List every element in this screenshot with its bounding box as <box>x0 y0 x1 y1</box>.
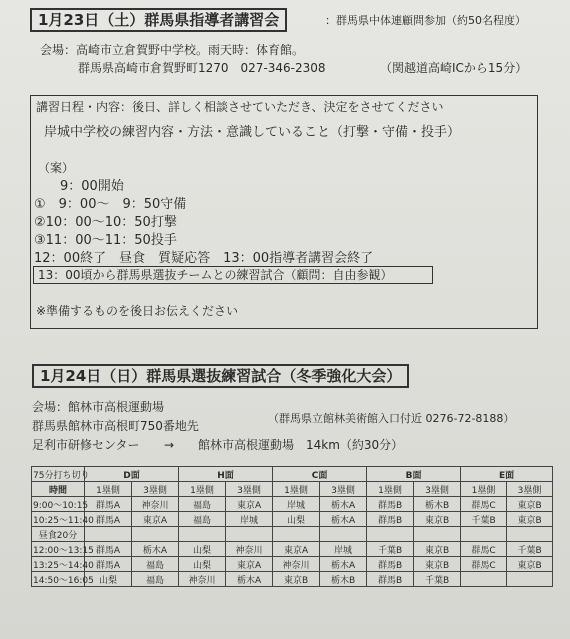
team-cell <box>132 527 179 542</box>
team-cell <box>461 527 507 542</box>
field-header: H面 <box>179 467 273 482</box>
team-cell: 群馬B <box>367 557 414 572</box>
side-header: 3塁側 <box>320 482 367 497</box>
side-header: 1塁側 <box>85 482 132 497</box>
team-cell: 群馬A <box>85 557 132 572</box>
team-cell <box>85 527 132 542</box>
team-cell <box>507 572 553 587</box>
team-cell: 神奈川 <box>132 497 179 512</box>
team-cell: 山梨 <box>85 572 132 587</box>
time-cell: 10:25～11:40 <box>32 512 85 527</box>
section1-venue: 会場：高崎市立倉賀野中学校。雨天時：体育館。 <box>40 43 305 57</box>
schedule-item: 9：00開始 <box>60 179 124 194</box>
team-cell: 東京B <box>414 512 461 527</box>
team-cell <box>414 527 461 542</box>
team-cell: 東京A <box>132 512 179 527</box>
team-cell <box>461 572 507 587</box>
schedule-item: 12：00終了 昼食 質疑応答 13：00指導者講習会終了 <box>34 251 374 266</box>
team-cell: 福島 <box>132 557 179 572</box>
side-header: 3塁側 <box>507 482 553 497</box>
table-header-row <box>32 467 553 482</box>
time-header: 時間 <box>32 482 85 497</box>
team-cell: 栃木A <box>132 542 179 557</box>
table-subheader-row <box>32 482 553 497</box>
section1-title-note: ：群馬県中体連顧問参加（約50名程度） <box>325 14 526 27</box>
team-cell: 山梨 <box>179 557 226 572</box>
match-schedule-table <box>31 466 553 587</box>
field-header: E面 <box>461 467 553 482</box>
team-cell: 千葉B <box>367 542 414 557</box>
team-cell: 東京A <box>273 542 320 557</box>
section1-title: 1月23日（土）群馬県指導者講習会 <box>30 8 287 32</box>
route-arrow: → <box>164 438 175 452</box>
team-cell: 栃木A <box>226 572 273 587</box>
section2-venue-ref: （群馬県立館林美術館入口付近 0276-72-8188） <box>268 412 515 425</box>
team-cell: 福島 <box>132 572 179 587</box>
side-header: 1塁側 <box>367 482 414 497</box>
team-cell: 千葉B <box>507 542 553 557</box>
time-cell: 12:00～13:15 <box>32 542 85 557</box>
team-cell: 岸城 <box>226 512 273 527</box>
route-to: 館林市高根運動場 14km（約30分） <box>198 438 404 452</box>
team-cell: 神奈川 <box>179 572 226 587</box>
team-cell: 福島 <box>179 497 226 512</box>
team-cell: 東京B <box>507 557 553 572</box>
team-cell: 群馬B <box>367 572 414 587</box>
section1-access: （関越道高崎ICから15分） <box>380 61 528 75</box>
table-row <box>32 572 553 587</box>
team-cell: 東京B <box>507 497 553 512</box>
time-cell: 9:00～10:15 <box>32 497 85 512</box>
time-cell: 昼食20分 <box>32 527 85 542</box>
table-row <box>32 542 553 557</box>
team-cell: 群馬C <box>461 542 507 557</box>
schedule-item: ③11：00～11：50投手 <box>34 233 177 248</box>
field-header: B面 <box>367 467 461 482</box>
team-cell: 群馬C <box>461 497 507 512</box>
table-row <box>32 557 553 572</box>
table-row <box>32 497 553 512</box>
team-cell: 栃木B <box>320 572 367 587</box>
team-cell <box>179 527 226 542</box>
section2-venue: 会場：館林市高根運動場 <box>32 400 165 414</box>
schedule-item: ②10：00～10：50打撃 <box>34 215 177 230</box>
team-cell: 群馬A <box>85 497 132 512</box>
team-cell: 群馬B <box>367 497 414 512</box>
team-cell: 東京B <box>273 572 320 587</box>
team-cell: 群馬A <box>85 512 132 527</box>
team-cell: 栃木A <box>320 497 367 512</box>
practice-match: 13：00頃から群馬県選抜チームとの練習試合（顧問：自由参観） <box>38 268 393 282</box>
team-cell: 東京A <box>226 497 273 512</box>
side-header: 3塁側 <box>226 482 273 497</box>
team-cell: 岸城 <box>320 542 367 557</box>
schedule-heading: 講習日程・内容：後日、詳しく相談させていただき、決定をさせてください <box>36 100 444 114</box>
side-header: 1塁側 <box>273 482 320 497</box>
team-cell: 栃木A <box>320 512 367 527</box>
route-from: 足利市研修センター <box>32 438 140 452</box>
table-row <box>32 512 553 527</box>
team-cell <box>320 527 367 542</box>
side-header: 3塁側 <box>414 482 461 497</box>
team-cell: 群馬A <box>85 542 132 557</box>
side-header: 1塁側 <box>461 482 507 497</box>
prep-note: ※準備するものを後日お伝えください <box>36 304 239 318</box>
field-header: C面 <box>273 467 367 482</box>
team-cell <box>226 527 273 542</box>
team-cell <box>507 527 553 542</box>
side-header: 1塁側 <box>179 482 226 497</box>
plan-label: （案） <box>38 161 75 175</box>
team-cell: 東京B <box>507 512 553 527</box>
team-cell: 東京A <box>226 557 273 572</box>
team-cell: 栃木B <box>414 497 461 512</box>
section2-title: 1月24日（日）群馬県選抜練習試合（冬季強化大会） <box>32 364 409 388</box>
team-cell: 岸城 <box>273 497 320 512</box>
section1-address: 群馬県高崎市倉賀野町1270 027-346-2308 <box>78 61 326 75</box>
time-cell: 13:25～14:40 <box>32 557 85 572</box>
team-cell: 栃木A <box>320 557 367 572</box>
side-header: 3塁側 <box>132 482 179 497</box>
time-cell: 14:50～16:05 <box>32 572 85 587</box>
schedule-item: ① 9：00～ 9：50守備 <box>34 197 187 212</box>
team-cell <box>273 527 320 542</box>
team-cell: 千葉B <box>461 512 507 527</box>
team-cell <box>367 527 414 542</box>
team-cell: 山梨 <box>179 542 226 557</box>
team-cell: 東京B <box>414 557 461 572</box>
section2-address: 群馬県館林市高根町750番地先 <box>32 419 199 433</box>
team-cell: 神奈川 <box>273 557 320 572</box>
field-header: D面 <box>85 467 179 482</box>
schedule-topic: 岸城中学校の練習内容・方法・意識していること（打撃・守備・投手） <box>44 125 461 140</box>
team-cell: 神奈川 <box>226 542 273 557</box>
table-note: 75分打ち切り <box>32 467 85 482</box>
team-cell: 群馬B <box>367 512 414 527</box>
table-row <box>32 527 553 542</box>
team-cell: 群馬C <box>461 557 507 572</box>
team-cell: 山梨 <box>273 512 320 527</box>
team-cell: 東京B <box>414 542 461 557</box>
team-cell: 福島 <box>179 512 226 527</box>
table-body <box>32 497 553 587</box>
team-cell: 千葉B <box>414 572 461 587</box>
